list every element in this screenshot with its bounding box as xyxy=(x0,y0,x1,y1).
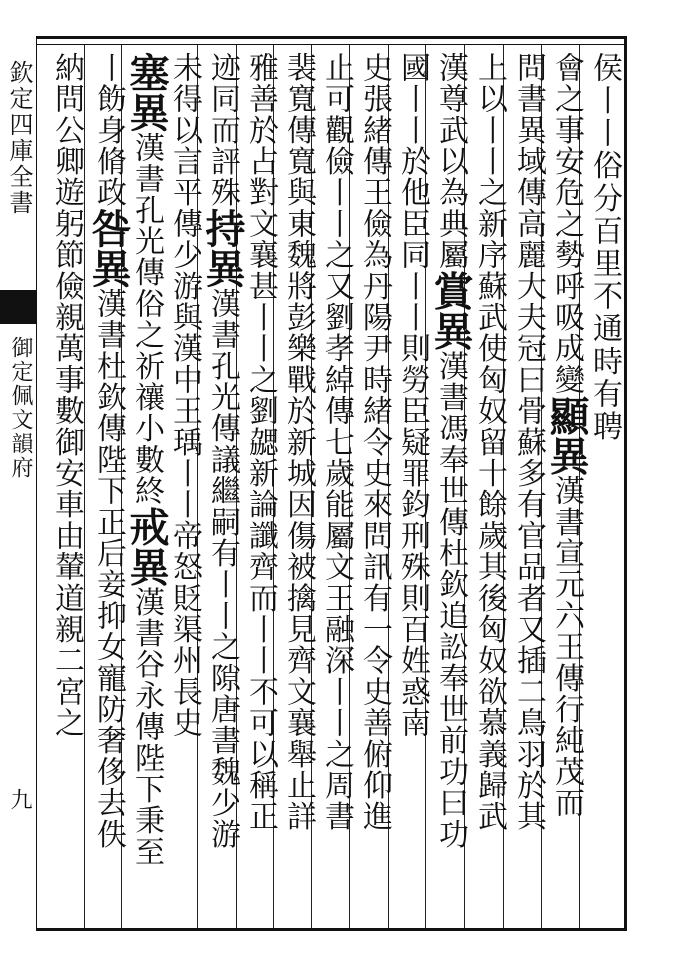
text-column xyxy=(427,52,474,922)
page-margin-strip xyxy=(0,40,36,930)
text-column xyxy=(164,52,204,922)
column-text: 會之事安危之勢呼吸成變 xyxy=(549,52,584,396)
column-text: 侯丨丨俗分百里不通時有聘 xyxy=(587,52,622,444)
text-column xyxy=(316,52,356,922)
column-text: 漢書杜欽傳陛下正后妾抑女寵防奢侈去佚 xyxy=(91,288,126,850)
margin-page-number: 九 xyxy=(7,788,32,810)
text-column xyxy=(469,52,509,922)
fishtail-mark xyxy=(0,290,36,324)
entry-heading: 戒異 xyxy=(123,506,170,587)
column-text: 未得以言平 xyxy=(167,52,202,208)
column-text: 國丨丨於他臣 xyxy=(395,52,430,240)
frame-top-rule xyxy=(36,36,626,39)
entry-heading: 顯異 xyxy=(543,395,590,476)
column-text: 傳少游與漢中王瑀丨丨帝怒貶渠州長史 xyxy=(167,208,202,739)
frame-bottom-rule xyxy=(36,928,626,931)
column-text: 同丨丨則勞臣疑罪鈞刑殊則百姓惑南 xyxy=(395,239,430,739)
text-column xyxy=(240,52,280,922)
column-text: 納問公卿 xyxy=(49,52,84,177)
text-column xyxy=(199,52,246,922)
column-text: 漢書谷永傳陛下秉至 xyxy=(129,586,164,868)
text-column xyxy=(123,52,170,922)
column-text: 漢書孔光傳議繼嗣有丨丨之隙唐書魏少游 xyxy=(205,288,240,850)
text-column xyxy=(354,52,394,922)
column-text: 止可觀儉丨丨之又劉孝綽傳七歲能屬文王融深丨丨之周書 xyxy=(319,52,354,832)
text-column xyxy=(392,52,432,922)
text-column xyxy=(85,52,132,922)
column-text: 雅善於占對文襄甚丨丨之劉勰新論讖齊而丨丨不可以稱正 xyxy=(243,52,278,832)
entry-heading: 持異 xyxy=(199,208,246,288)
column-text: 上以丨丨之新序蘇武使匈奴留十餘歲其後匈奴欲慕義歸武 xyxy=(472,52,507,832)
text-column xyxy=(584,52,624,922)
frame-left-rule xyxy=(36,36,37,931)
column-text: 裴寬傳寬與東魏將彭樂戰於新城因傷被擒見齊文襄舉止詳 xyxy=(281,52,316,832)
frame-top-inner-rule xyxy=(36,44,626,45)
frame-right-rule xyxy=(624,36,627,931)
text-column xyxy=(508,52,548,922)
entry-heading: 塞異 xyxy=(123,52,170,132)
column-text: 漢書宣元六王傳行純茂而 xyxy=(549,475,584,819)
margin-book-title: 御定佩文韻府 xyxy=(8,336,33,480)
text-column xyxy=(278,52,318,922)
column-text: 漢尊武以為典屬 xyxy=(433,52,468,271)
column-text: 問書異域傳高麗大夫冠曰骨蘇多有官品者又插二鳥羽於其 xyxy=(511,52,546,832)
margin-collection-title: 欽定四庫全書 xyxy=(5,60,33,216)
column-text: 漢書孔光傳俗之祈禳小數終 xyxy=(129,132,164,507)
text-column xyxy=(46,52,86,922)
entry-heading: 咎異 xyxy=(85,208,132,288)
entry-heading: 賞異 xyxy=(427,270,474,351)
text-column xyxy=(543,52,590,922)
column-text: 迹同而評殊 xyxy=(205,52,240,208)
column-text: 丨飭身脩政 xyxy=(91,52,126,208)
column-text: 遊躬節儉親萬事數御安車由輦道親二宮之 xyxy=(49,176,84,739)
column-text: 史張緒傳王儉為丹陽尹時緒令史來問訊有一令史善俯仰進 xyxy=(357,52,392,832)
column-text: 漢書馮奉世傳杜欽追訟奉世前功曰功 xyxy=(433,350,468,850)
